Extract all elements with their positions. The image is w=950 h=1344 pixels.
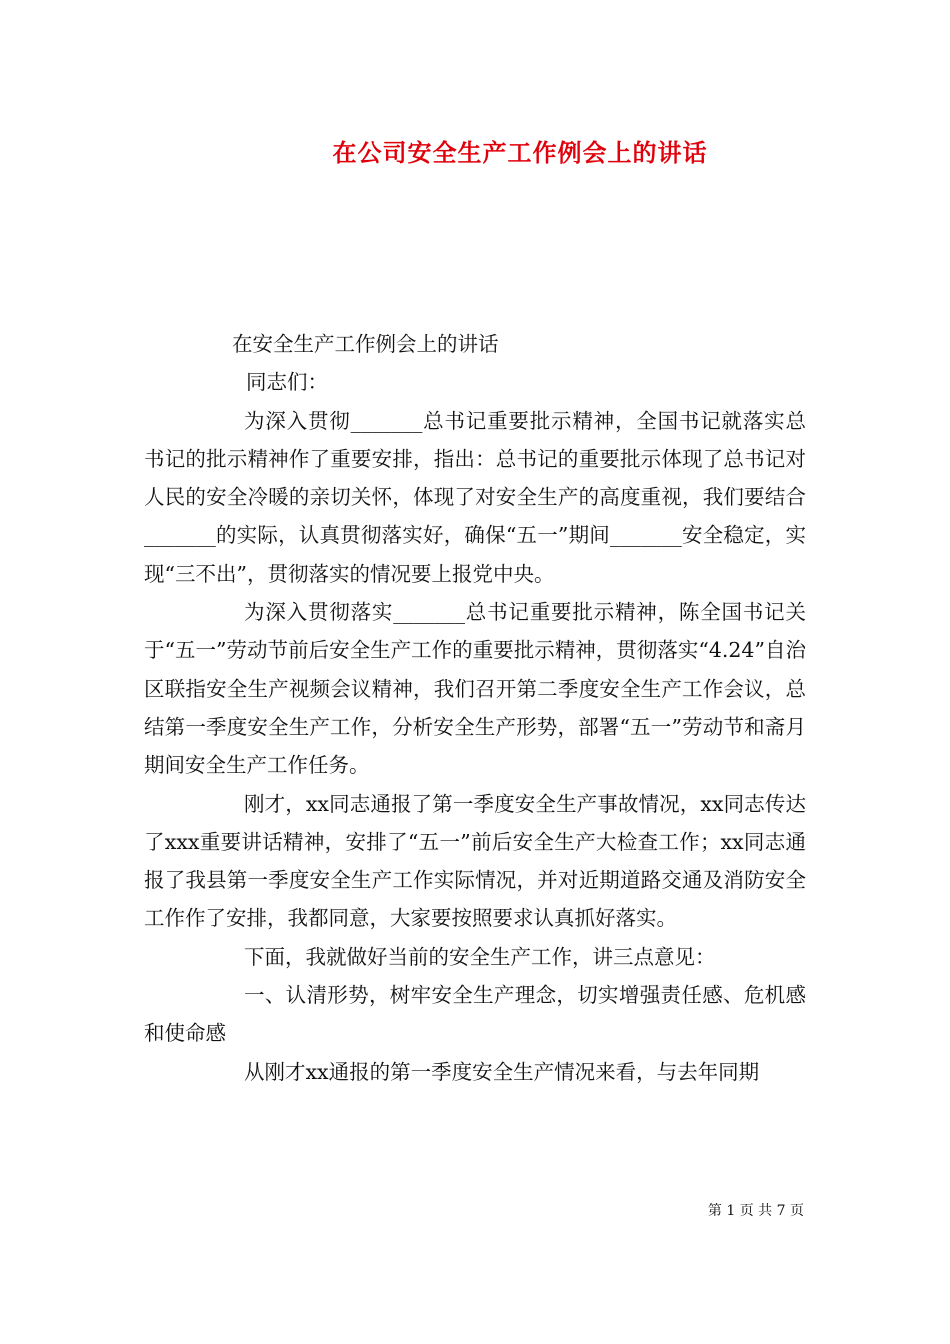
page-number: 第 1 页 共 7 页 <box>707 1203 804 1219</box>
paragraph: 为深入贯彻_______总书记重要批示精神，全国书记就落实总书记的批示精神作了重要安排，指出：总书记的重要批示体现了总书记对人民的安全冷暖的亲切关怀，体现了对安全生产的高度重视，我们要结合_______的实际，认真贯彻落实好，确保“五一”期间_______安全稳定，实现“三不出”，贯彻落实的情况要上报党中央。 <box>144 408 806 586</box>
salutation: 同志们： <box>246 370 328 395</box>
document-body <box>144 325 806 1091</box>
document-title: 在公司安全生产工作例会上的讲话 <box>332 138 708 167</box>
paragraph: 从刚才xx通报的第一季度安全生产情况来看，与去年同期 <box>244 1059 760 1084</box>
speech-subtitle: 在安全生产工作例会上的讲话 <box>232 332 499 356</box>
paragraph: 刚才，xx同志通报了第一季度安全生产事故情况，xx同志传达了xxx重要讲话精神，安排了“五一”前后安全生产大检查工作；xx同志通报了我县第一季度安全生产工作实际情况，并对近期道路交通及消防安全工作作了安排，我都同意，大家要按照要求认真抓好落实。 <box>144 791 806 931</box>
paragraph: 为深入贯彻落实_______总书记重要批示精神，陈全国书记关于“五一”劳动节前后安全生产工作的重要批示精神，贯彻落实“4.24”自治区联指安全生产视频会议精神，我们召开第二季度安全生产工作会议，总结第一季度安全生产工作，分析安全生产形势，部署“五一”劳动节和斋月期间安全生产工作任务。 <box>144 600 806 778</box>
section-heading: 一、认清形势，树牢安全生产理念，切实增强责任感、危机感和使命感 <box>144 983 806 1046</box>
paragraph: 下面，我就做好当前的安全生产工作，讲三点意见： <box>244 944 716 969</box>
